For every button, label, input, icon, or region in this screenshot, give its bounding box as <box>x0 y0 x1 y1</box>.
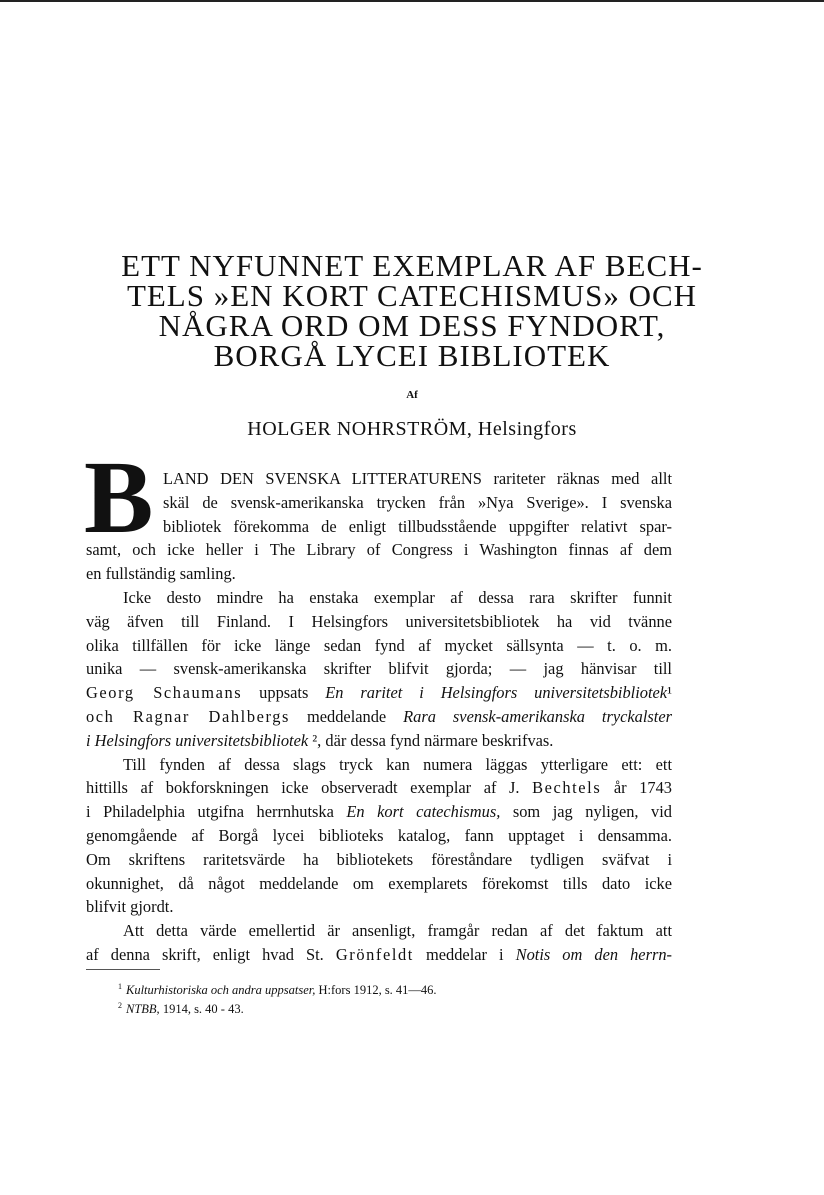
text-segment: ², där dessa fynd närmare beskrifvas. <box>308 730 554 750</box>
text-segment: ¹ <box>667 683 672 703</box>
text-segment: i Philadelphia utgifna herrnhutska <box>86 802 347 822</box>
footnote-1 <box>118 979 437 998</box>
text-segment: skäl de svensk-amerikanska trycken från »Nya Sverige». I svenska <box>163 492 672 512</box>
text-segment: uppsats <box>242 683 326 703</box>
text-line <box>86 848 672 872</box>
article-title <box>60 248 764 373</box>
text-line <box>86 776 672 800</box>
text-line <box>86 586 672 610</box>
text-segment: hittills af bokforskningen icke observeradt exemplar af J. <box>86 778 533 798</box>
italic-text: i Helsingfors universitetsbibliotek <box>86 730 309 750</box>
text-line <box>86 491 672 515</box>
text-segment: Att detta värde emellertid är ansenligt, framgår redan af det faktum att <box>123 921 672 941</box>
text-segment: år 1743 <box>601 778 672 798</box>
text-segment: okunnighet, då något meddelande om exemplarets förekomst tills dato icke <box>86 873 672 893</box>
footnote-rule <box>86 969 160 970</box>
body-text <box>86 467 672 967</box>
footnote-mark: 2 <box>118 1001 122 1010</box>
text-line <box>86 824 672 848</box>
text-line <box>86 562 672 586</box>
italic-text: Rara svensk-amerikanska tryckalster <box>403 706 672 726</box>
text-segment: en fullständig samling. <box>86 564 236 584</box>
italic-text: En kort catechismus, <box>346 802 501 822</box>
text-segment: som jag nyligen, vid <box>500 802 672 822</box>
text-line <box>86 895 672 919</box>
author-line: HOLGER NOHRSTRÖM, Helsingfors <box>247 418 577 440</box>
text-segment: unika — svensk-amerikanska skrifter blifvit gjorda; — jag hänvisar till <box>86 659 672 679</box>
text-line <box>86 729 672 753</box>
spaced-name: och Ragnar Dahlbergs <box>86 706 291 726</box>
text-segment: väg äfven till Finland. I Helsingfors universitetsbibliotek ha vid tvänne <box>86 611 672 631</box>
title-line: NÅGRA ORD OM DESS FYNDORT, <box>158 308 666 343</box>
text-segment: genomgående af Borgå lycei biblioteks katalog, fann upptaget i densamma. <box>86 825 672 845</box>
title-line: ETT NYFUNNET EXEMPLAR AF BECH- <box>121 248 703 283</box>
text-segment: blifvit gjordt. <box>86 897 174 917</box>
footnote-2 <box>118 998 244 1017</box>
drop-cap: B <box>84 440 154 555</box>
text-line <box>86 610 672 634</box>
text-line <box>86 657 672 681</box>
text-line <box>86 919 672 943</box>
text-line <box>86 705 672 729</box>
text-line <box>86 515 672 539</box>
text-segment: af denna skrift, enligt hvad St. <box>86 944 336 964</box>
footnote-mark: 1 <box>118 982 122 991</box>
text-segment: olika tillfällen för icke länge sedan fynd af mycket sällsynta — t. o. m. <box>86 635 672 655</box>
text-segment: meddelande <box>290 706 404 726</box>
text-segment: Om skriftens raritetsvärde ha bibliotekets föreståndare tydligen sväfvat i <box>86 849 672 869</box>
footnote-ref: 1914, s. 40 - 43. <box>159 1002 244 1017</box>
text-line <box>86 681 672 705</box>
spaced-name: Bechtels <box>532 778 602 798</box>
spaced-name: Grönfeldt <box>335 944 414 964</box>
text-segment: LAND DEN SVENSKA LITTERATURENS rariteter räknas med allt <box>163 469 672 488</box>
footnote-title: NTBB, <box>126 1002 160 1017</box>
title-line: TELS »EN KORT CATECHISMUS» OCH <box>126 278 698 313</box>
footnote-title: Kulturhistoriska och andra uppsatser, <box>126 983 316 998</box>
text-line <box>86 634 672 658</box>
title-line: BORGÅ LYCEI BIBLIOTEK <box>213 338 611 373</box>
text-segment: Till fynden af dessa slags tryck kan numera läggas ytterligare ett: ett <box>123 754 672 774</box>
text-segment: bibliotek förekomma de enligt tillbudsstående uppgifter relativt spar- <box>163 516 672 536</box>
italic-text: Notis om den herrn- <box>515 944 672 964</box>
text-line <box>86 467 672 491</box>
text-line <box>86 800 672 824</box>
text-segment: Icke desto mindre ha enstaka exemplar af dessa rara skrifter funnit <box>123 587 672 607</box>
byline-prefix: Af <box>406 389 418 401</box>
page-top-border <box>0 0 824 2</box>
text-line <box>86 943 672 967</box>
italic-text: En raritet i Helsingfors universitetsbibliotek <box>325 683 668 703</box>
text-segment: samt, och icke heller i The Library of Congress i Washington finnas af dem <box>86 540 672 560</box>
text-line <box>86 872 672 896</box>
spaced-name: Georg Schaumans <box>86 683 243 703</box>
text-line <box>86 538 672 562</box>
text-segment: meddelar i <box>413 944 516 964</box>
footnote-ref: H:fors 1912, s. 41—46. <box>315 983 437 998</box>
text-line <box>86 753 672 777</box>
